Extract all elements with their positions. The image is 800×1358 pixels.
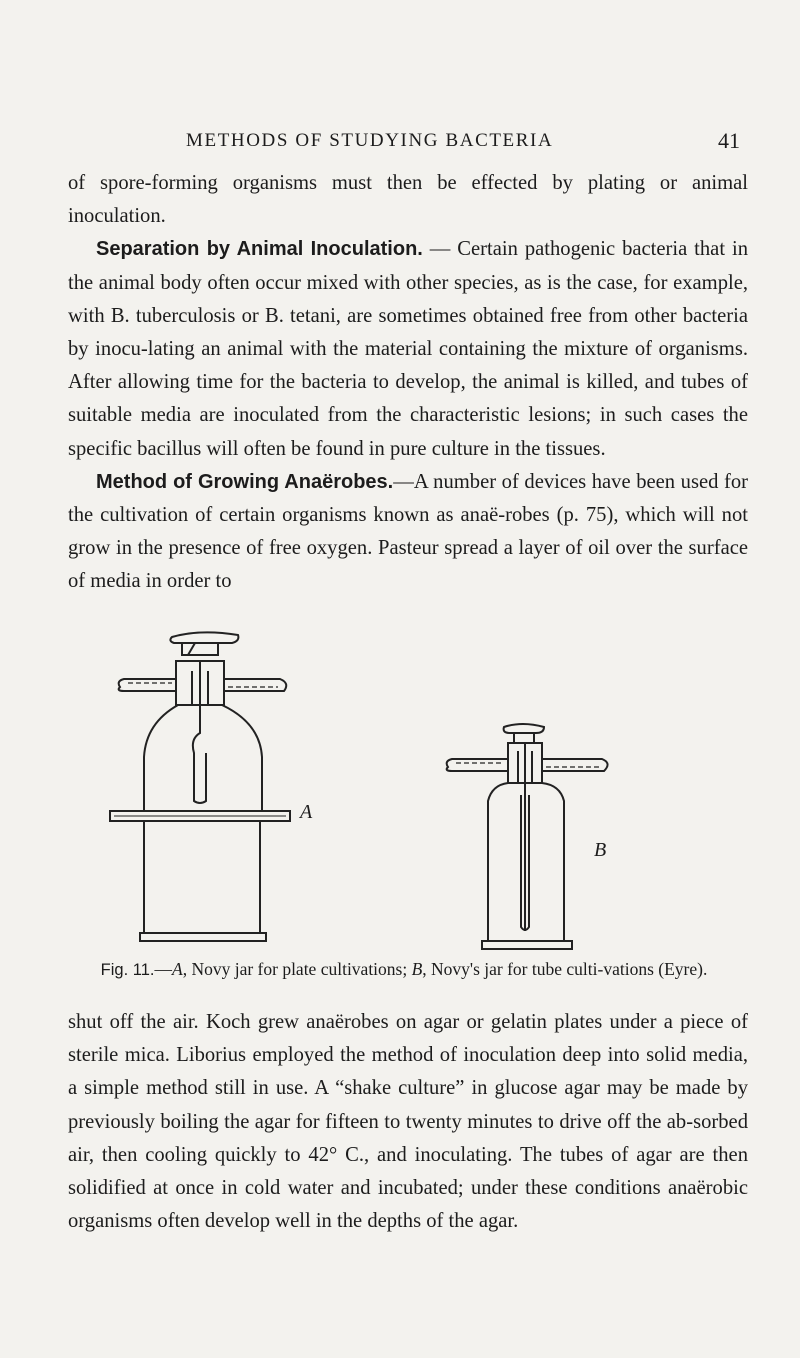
figure-label-b: B	[594, 839, 607, 861]
paragraph-text: —A number of devices have been used for the cultivation of certain organisms known as anaë-robes (p. 75), which will not grow in the presence of free oxygen. Pasteur spread a layer of oil over the surface of media in order to	[68, 470, 748, 593]
jar-b-drawing	[447, 724, 608, 949]
caption-figure-number: Fig. 11.	[100, 961, 155, 979]
paragraph-anaerobes	[68, 466, 748, 599]
running-head: METHODS OF STUDYING BACTERIA	[186, 130, 554, 151]
body-text-top	[68, 167, 748, 599]
paragraph-animal-inoculation	[68, 233, 748, 465]
figure-label-a: A	[300, 801, 313, 823]
novy-jars-illustration	[100, 615, 660, 955]
section-heading-anaerobes: Method of Growing Anaërobes.	[96, 470, 394, 493]
paragraph-text: — Certain pathogenic bacteria that in the animal body often occur mixed with other species, as is the case, for example, with B. tuberculosis or B. tetani, are sometimes obtained free from other bacteria by inocu-lating an animal with the material containing the mixture of organisms. After allowing time for the bacteria to develop, the animal is killed, and tubes of suitable media are inoculated from the characteristic lesions; in such cases the specific bacillus will often be found in pure culture in the tissues.	[68, 238, 748, 460]
caption-text-a: , Novy jar for plate cultivations;	[182, 959, 412, 979]
jar-a-drawing	[110, 632, 290, 941]
paragraph-text: of spore-forming organisms must then be effected by plating or animal inoculation.	[68, 172, 748, 228]
paragraph-continuation-top	[68, 167, 748, 233]
paragraph-text: shut off the air. Koch grew anaërobes on agar or gelatin plates under a piece of sterile mica. Liborius employed the method of inoculation deep into solid media, a simple method still in use. A “shake culture” in glucose agar may be made by previously boiling the agar for fifteen to twenty minutes to drive off the ab-sorbed air, then cooling quickly to 42° C., and inoculating. The tubes of agar are then solidified at once in cold water and incubated; under these conditions anaërobic organisms often develop well in the depths of the agar.	[68, 1011, 748, 1233]
page-number: 41	[718, 128, 740, 153]
caption-label-b: B	[411, 959, 423, 979]
paragraph-continuation-bottom	[68, 1006, 748, 1238]
figure-novy-jars	[100, 615, 660, 955]
body-text-bottom	[68, 1006, 748, 1238]
page-header	[68, 128, 740, 158]
caption-text-b: , Novy's jar for tube culti-vations (Eyre).	[422, 959, 708, 979]
section-heading-animal-inoculation: Separation by Animal Inoculation.	[96, 238, 423, 261]
caption-label-a: A	[171, 959, 183, 979]
figure-caption: Fig. 11.—A, Novy jar for plate cultivations; B, Novy's jar for tube culti-vations (Eyre).	[100, 959, 708, 979]
